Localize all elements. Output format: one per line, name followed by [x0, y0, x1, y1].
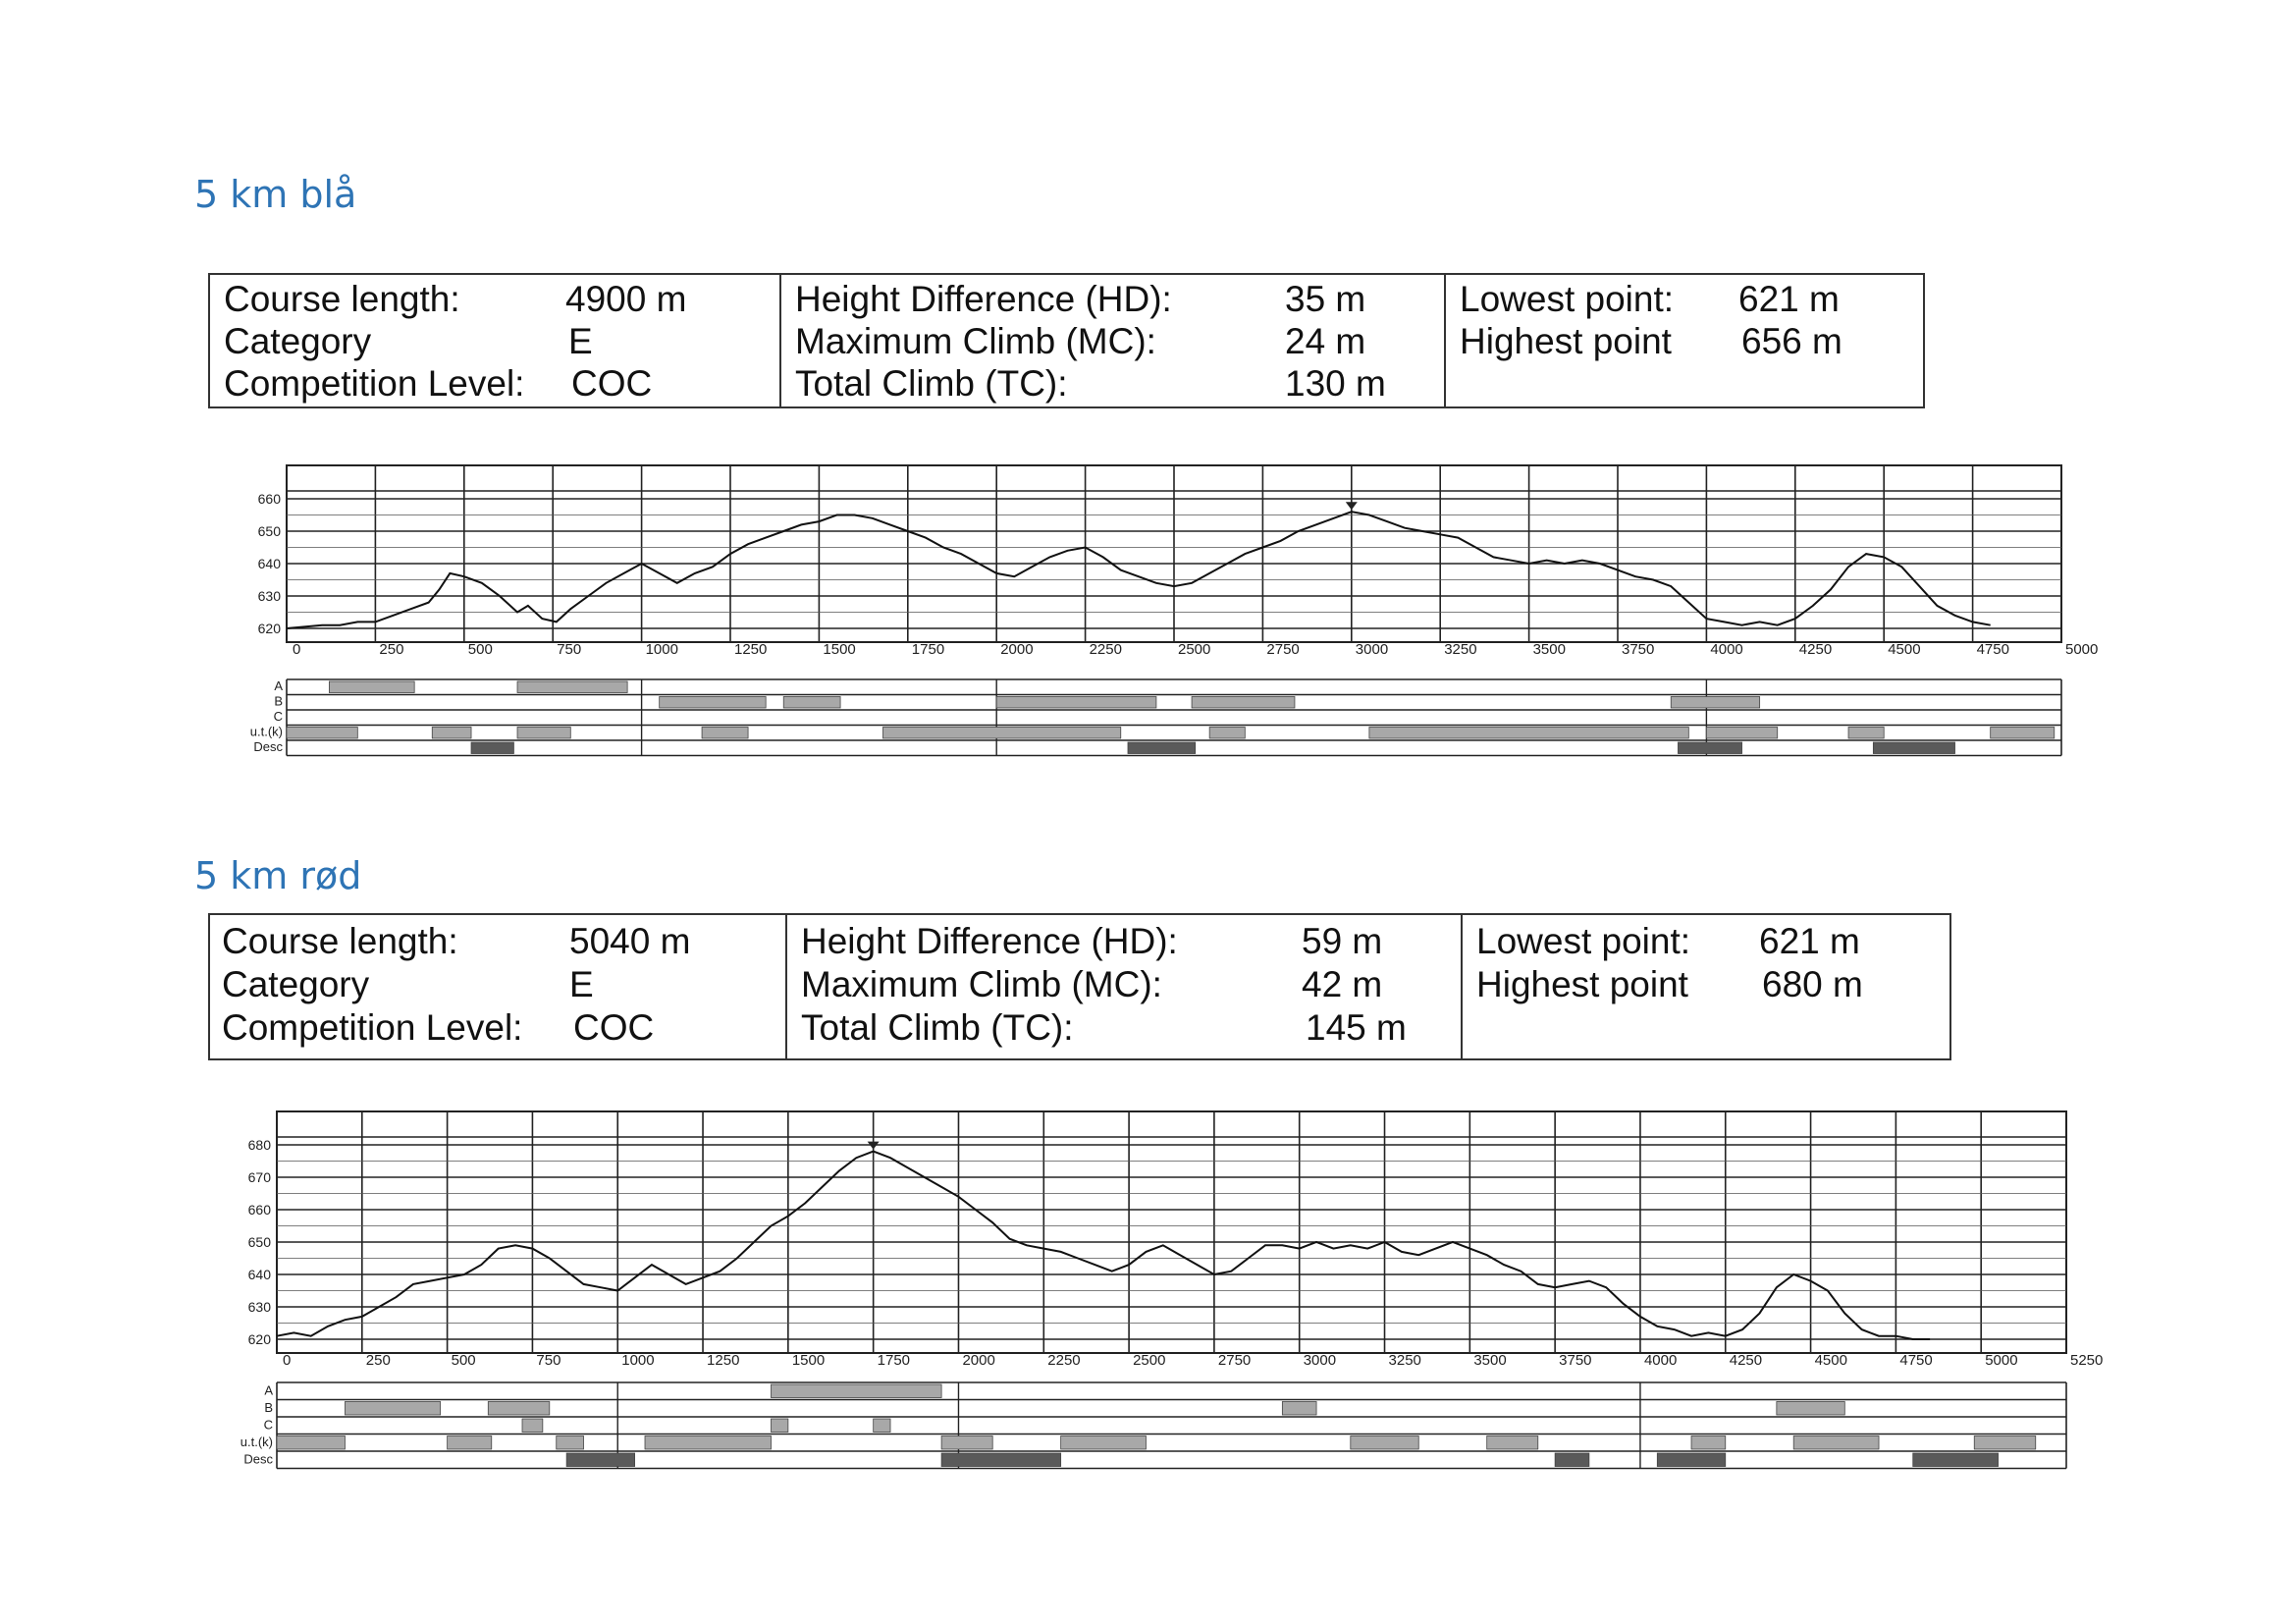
band-label: Desc: [243, 1451, 273, 1467]
band-segment: [1657, 1453, 1725, 1467]
x-tick-label: 1500: [791, 1352, 826, 1369]
x-tick-label: 3750: [1559, 1352, 1592, 1369]
band-segment: [488, 1402, 550, 1416]
y-tick-label: 640: [247, 1267, 271, 1282]
plot-frame: [277, 1111, 2066, 1353]
x-tick-label: 1250: [734, 641, 768, 658]
band-segment: [1777, 1402, 1844, 1416]
band-segment: [1706, 728, 1777, 739]
lowest-point-value: 621 m: [1759, 921, 1860, 961]
x-tick-label: 1000: [645, 641, 678, 658]
band-segment: [702, 728, 748, 739]
band-label: C: [273, 709, 283, 725]
x-tick-label: 3500: [1532, 641, 1566, 658]
maximum-climb-label: Maximum Climb (MC):: [795, 321, 1156, 361]
band-segment: [941, 1436, 992, 1450]
elevation-chart: [240, 1111, 2104, 1469]
band-segment: [1913, 1453, 1999, 1467]
band-segment: [1369, 728, 1688, 739]
band-segment: [771, 1419, 787, 1433]
band-segment: [1671, 697, 1759, 709]
band-segment: [1351, 1436, 1418, 1450]
x-tick-label: 4250: [1798, 641, 1833, 658]
band-segment: [996, 697, 1156, 709]
y-tick-label: 620: [257, 621, 281, 636]
x-tick-label: 2750: [1217, 1352, 1252, 1369]
category-value: E: [568, 321, 593, 361]
band-label: C: [263, 1417, 273, 1433]
band-label: A: [264, 1382, 273, 1398]
x-tick-label: 2000: [962, 1352, 995, 1369]
lowest-point-value: 621 m: [1738, 279, 1840, 319]
x-tick-label: 750: [557, 641, 582, 658]
y-tick-label: 650: [257, 523, 281, 539]
y-tick-label: 630: [257, 588, 281, 604]
course-length-value: 5040 m: [569, 921, 691, 961]
band-segment: [522, 1419, 543, 1433]
band-segment: [783, 697, 840, 709]
band-segment: [557, 1436, 584, 1450]
x-tick-label: 250: [379, 641, 404, 658]
x-tick-label: 4750: [1899, 1352, 1933, 1369]
highest-point-value: 680 m: [1762, 964, 1863, 1004]
height-difference-value: 35 m: [1285, 279, 1366, 319]
band-segment: [517, 728, 570, 739]
height-difference-value: 59 m: [1302, 921, 1383, 961]
category-bands: [250, 678, 2061, 755]
total-climb-label: Total Climb (TC):: [801, 1007, 1074, 1048]
competition-level-value: COC: [573, 1007, 655, 1048]
band-segment: [329, 681, 414, 693]
y-tick-label: 630: [247, 1299, 271, 1315]
category-value: E: [569, 964, 594, 1004]
highest-point-value: 656 m: [1741, 321, 1842, 361]
band-segment: [1192, 697, 1295, 709]
band-label: B: [264, 1400, 273, 1416]
highest-point-label: Highest point: [1476, 964, 1688, 1004]
y-tick-label: 650: [247, 1234, 271, 1250]
y-tick-label: 620: [247, 1331, 271, 1347]
band-segment: [874, 1419, 890, 1433]
x-tick-label: 2750: [1266, 641, 1300, 658]
band-segment: [1793, 1436, 1879, 1450]
x-tick-label: 4750: [1976, 641, 2009, 658]
x-tick-label: 1500: [823, 641, 856, 658]
x-tick-label: 1750: [911, 641, 945, 658]
section-heading-5km-bla: 5 km blå: [194, 173, 357, 216]
x-tick-label: 0: [293, 641, 301, 658]
highest-point-label: Highest point: [1460, 321, 1672, 361]
category-label: Category: [222, 964, 370, 1004]
competition-level-label: Competition Level:: [224, 363, 525, 404]
band-segment: [471, 742, 513, 754]
y-tick-label: 660: [257, 491, 281, 507]
total-climb-label: Total Climb (TC):: [795, 363, 1068, 404]
x-tick-label: 500: [467, 641, 493, 658]
y-tick-label: 680: [247, 1137, 271, 1153]
band-segment: [1128, 742, 1196, 754]
band-segment: [566, 1453, 634, 1467]
x-tick-label: 3250: [1444, 641, 1477, 658]
x-tick-label: 750: [536, 1352, 561, 1369]
x-tick-label: 2500: [1178, 641, 1211, 658]
lowest-point-label: Lowest point:: [1460, 279, 1675, 319]
x-tick-label: 1000: [621, 1352, 655, 1369]
y-tick-label: 660: [247, 1202, 271, 1218]
x-tick-label: 5000: [1985, 1352, 2018, 1369]
x-tick-label: 4250: [1729, 1352, 1763, 1369]
band-label: B: [274, 693, 283, 709]
x-tick-label: 5000: [2065, 641, 2099, 658]
band-segment: [432, 728, 471, 739]
band-segment: [1974, 1436, 2036, 1450]
maximum-climb-value: 24 m: [1285, 321, 1366, 361]
y-tick-label: 670: [247, 1169, 271, 1185]
x-tick-label: 500: [451, 1352, 476, 1369]
x-tick-label: 2000: [1000, 641, 1034, 658]
x-tick-label: 3000: [1303, 1352, 1337, 1369]
x-tick-label: 4000: [1710, 641, 1743, 658]
lowest-point-label: Lowest point:: [1476, 921, 1691, 961]
band-segment: [941, 1453, 1061, 1467]
band-label: Desc: [253, 739, 283, 755]
band-segment: [771, 1384, 941, 1398]
band-segment: [1678, 742, 1741, 754]
band-segment: [1848, 728, 1884, 739]
band-segment: [1991, 728, 2055, 739]
band-label: u.t.(k): [240, 1435, 273, 1450]
band-segment: [1873, 742, 1954, 754]
band-label: A: [274, 678, 283, 694]
x-tick-label: 3500: [1473, 1352, 1507, 1369]
band-segment: [287, 728, 357, 739]
maximum-climb-value: 42 m: [1302, 964, 1383, 1004]
competition-level-value: COC: [571, 363, 653, 404]
total-climb-value: 145 m: [1306, 1007, 1407, 1048]
y-tick-label: 640: [257, 556, 281, 571]
band-segment: [660, 697, 766, 709]
category-bands: [240, 1382, 2066, 1469]
band-segment: [277, 1436, 345, 1450]
band-segment: [882, 728, 1120, 739]
x-tick-label: 2250: [1047, 1352, 1081, 1369]
section-heading-5km-rod: 5 km rød: [194, 854, 362, 897]
course-length-value: 4900 m: [565, 279, 687, 319]
x-tick-label: 2500: [1133, 1352, 1166, 1369]
band-segment: [645, 1436, 771, 1450]
x-tick-label: 1250: [707, 1352, 740, 1369]
height-difference-label: Height Difference (HD):: [795, 279, 1172, 319]
course-length-label: Course length:: [222, 921, 458, 961]
x-tick-label: 4500: [1814, 1352, 1847, 1369]
x-tick-label: 1750: [877, 1352, 911, 1369]
band-segment: [345, 1402, 440, 1416]
band-segment: [1282, 1402, 1316, 1416]
x-tick-label: 5250: [2070, 1352, 2104, 1369]
x-tick-label: 0: [283, 1352, 292, 1369]
course-length-label: Course length:: [224, 279, 460, 319]
elevation-chart: [250, 465, 2099, 756]
x-tick-label: 3250: [1388, 1352, 1421, 1369]
band-segment: [517, 681, 627, 693]
band-segment: [1691, 1436, 1726, 1450]
height-difference-label: Height Difference (HD):: [801, 921, 1178, 961]
band-label: u.t.(k): [249, 724, 283, 739]
x-tick-label: 3000: [1355, 641, 1389, 658]
x-tick-label: 2250: [1089, 641, 1122, 658]
x-tick-label: 250: [365, 1352, 391, 1369]
maximum-climb-label: Maximum Climb (MC):: [801, 964, 1162, 1004]
x-tick-label: 4000: [1643, 1352, 1678, 1369]
x-tick-label: 4500: [1888, 641, 1921, 658]
band-segment: [1061, 1436, 1147, 1450]
band-segment: [1555, 1453, 1589, 1467]
total-climb-value: 130 m: [1285, 363, 1386, 404]
x-tick-label: 3750: [1622, 641, 1655, 658]
band-segment: [1209, 728, 1245, 739]
band-segment: [448, 1436, 492, 1450]
band-segment: [1487, 1436, 1538, 1450]
competition-level-label: Competition Level:: [222, 1007, 523, 1048]
category-label: Category: [224, 321, 372, 361]
